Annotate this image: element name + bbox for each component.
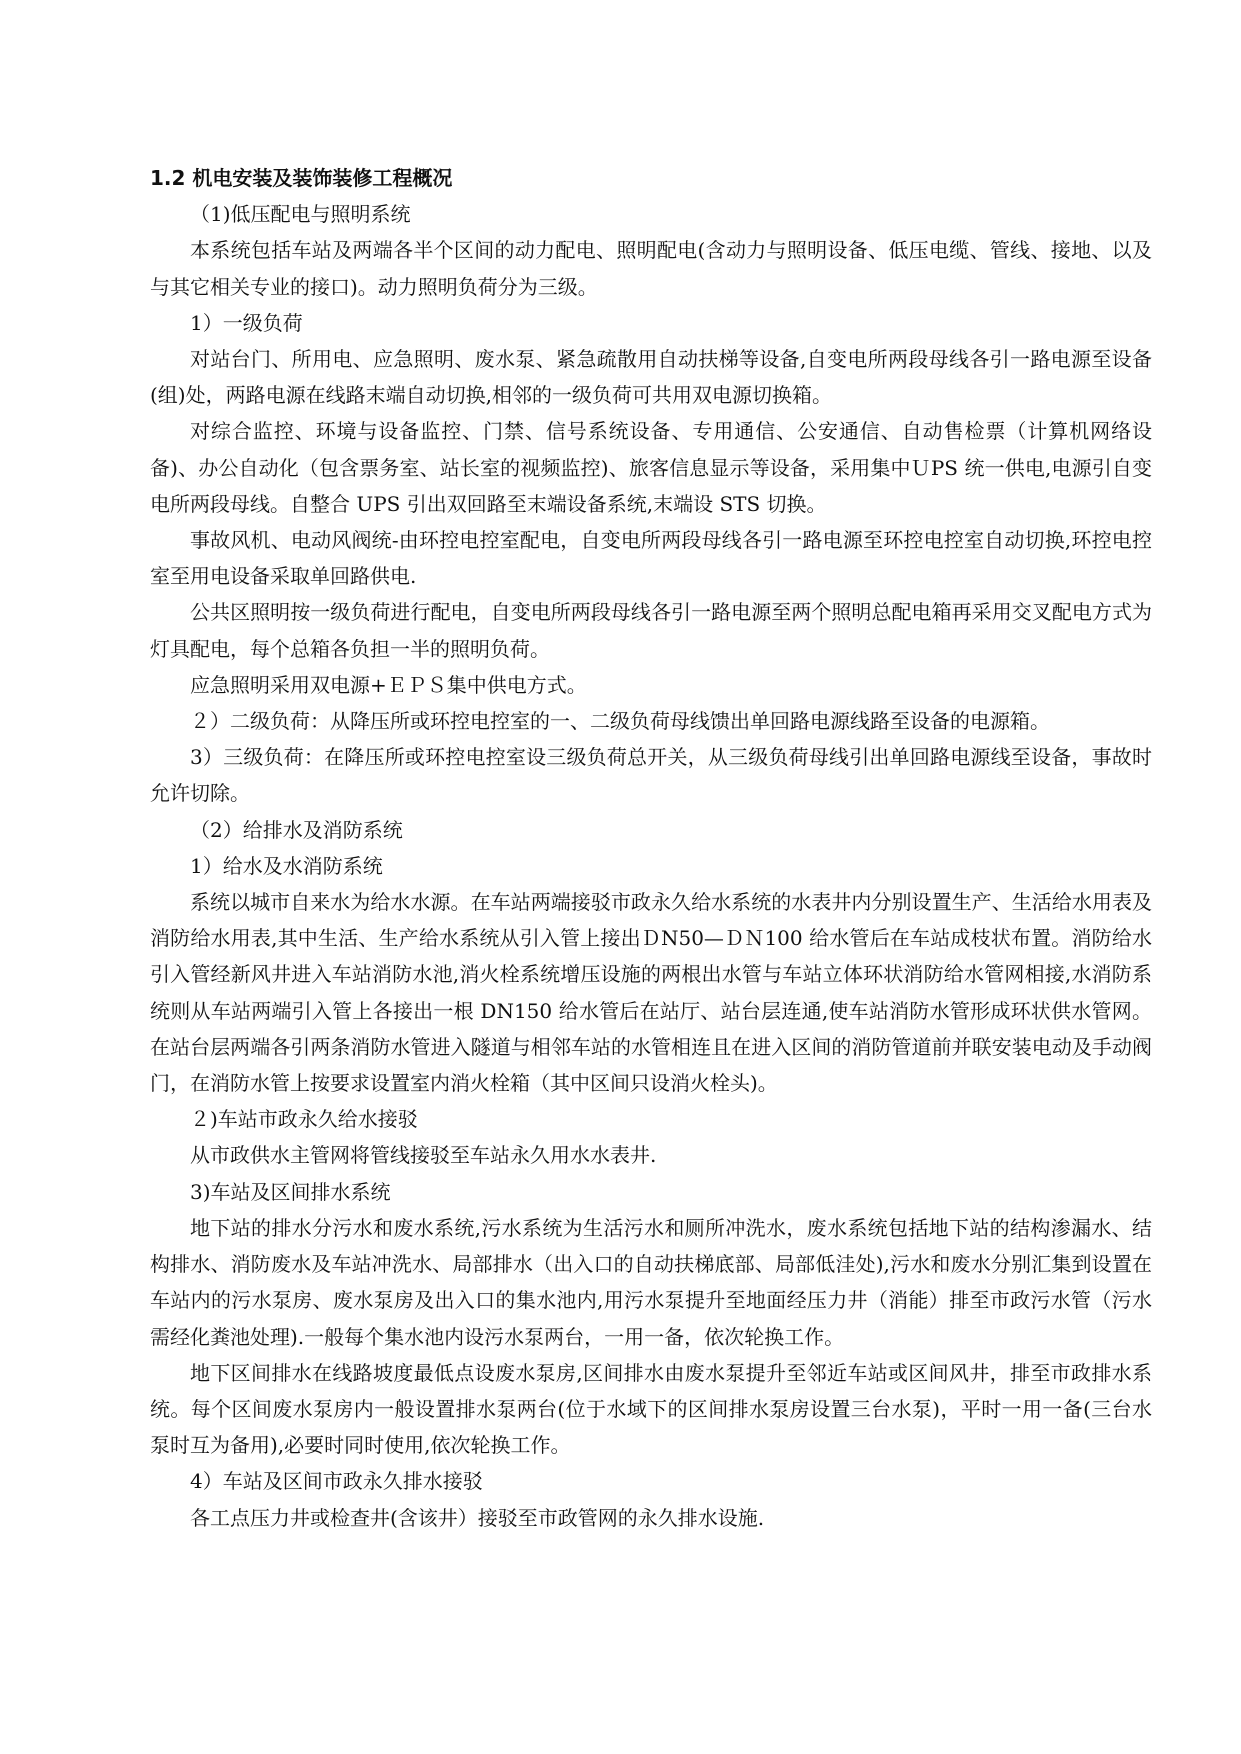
item-heading: 4）车站及区间市政永久排水接驳 <box>190 1469 483 1494</box>
paragraph: 3）三级负荷：在降压所或环控电控室设三级负荷总开关，从三级负荷母线引出单回路电源线至设备，事故时允许切除。 <box>150 745 1152 806</box>
paragraph: 地下区间排水在线路坡度最低点设废水泵房,区间排水由废水泵提升至邻近车站或区间风井，排至市政排水系统。每个区间废水泵房内一般设置排水泵两台(位于水域下的区间排水泵房设置三台水泵)，平时一用一备(三台水泵时互为备用),必要时同时使用,依次轮换工作。 <box>150 1360 1152 1458</box>
paragraph: 应急照明采用双电源+ＥＰＳ集中供电方式。 <box>190 672 587 697</box>
subsection-heading: （1)低压配电与照明系统 <box>190 202 411 227</box>
subsection-heading: （2）给排水及消防系统 <box>190 817 403 842</box>
paragraph: 地下站的排水分污水和废水系统,污水系统为生活污水和厕所冲洗水，废水系统包括地下站的结构渗漏水、结构排水、消防废水及车站冲洗水、局部排水（出入口的自动扶梯底部、局部低洼处),污水和废水分别汇集到设置在车站内的污水泵房、废水泵房及出入口的集水池内,用污水泵提升至地面经压力井（消能）排至市政污水管（污水需经化粪池处理).一般每个集水池内设污水泵两台，一用一备，依次轮换工作。 <box>150 1215 1152 1349</box>
document-body <box>150 160 1152 1536</box>
paragraph: ２）二级负荷：从降压所或环控电控室的一、二级负荷母线馈出单回路电源线路至设备的电源箱。 <box>190 709 1050 734</box>
paragraph: 各工点压力井或检查井(含该井）接驳至市政管网的永久排水设施. <box>190 1505 765 1530</box>
paragraph: 系统以城市自来水为给水水源。在车站两端接驳市政永久给水系统的水表井内分别设置生产、生活给水用表及消防给水用表,其中生活、生产给水系统从引入管上接出ＤN50—ＤＮ100 给水管后在车站成枝状布置。消防给水引入管经新风井进入车站消防水池,消火栓系统增压设施的两根出水管与车站立体环状消防给水管网相接,水消防系统则从车站两端引入管上各接出一根 DN150 给水管后在站厅、站台层连通,使车站消防水管形成环状供水管网。在站台层两端各引两条消防水管进入隧道与相邻车站的水管相连且在进入区间的消防管道前并联安装电动及手动阀门，在消防水管上按要求设置室内消火栓箱（其中区间只设消火栓头)。 <box>150 890 1152 1096</box>
paragraph: 对综合监控、环境与设备监控、门禁、信号系统设备、专用通信、公安通信、自动售检票（计算机网络设备)、办公自动化（包含票务室、站长室的视频监控)、旅客信息显示等设备，采用集中ＵPS 统一供电,电源引自变电所两段母线。自整合 UPS 引出双回路至末端设备系统,末端设 STS 切换。 <box>150 419 1152 516</box>
section-heading: 1.2 机电安装及装饰装修工程概况 <box>150 166 453 190</box>
item-heading: ２)车站市政永久给水接驳 <box>190 1107 418 1132</box>
paragraph: 从市政供水主管网将管线接驳至车站永久用水水表井. <box>190 1143 657 1168</box>
item-heading: 1）一级负荷 <box>190 310 303 335</box>
paragraph: 对站台门、所用电、应急照明、废水泵、紧急疏散用自动扶梯等设备,自变电所两段母线各引一路电源至设备(组)处，两路电源在线路末端自动切换,相邻的一级负荷可共用双电源切换箱。 <box>150 347 1152 408</box>
item-heading: 1）给水及水消防系统 <box>190 853 383 878</box>
item-heading: 3)车站及区间排水系统 <box>190 1179 391 1204</box>
paragraph: 事故风机、电动风阀统-由环控电控室配电，自变电所两段母线各引一路电源至环控电控室自动切换,环控电控室至用电设备采取单回路供电. <box>150 528 1152 589</box>
paragraph: 本系统包括车站及两端各半个区间的动力配电、照明配电(含动力与照明设备、低压电缆、管线、接地、以及与其它相关专业的接口)。动力照明负荷分为三级。 <box>150 238 1152 299</box>
paragraph: 公共区照明按一级负荷进行配电，自变电所两段母线各引一路电源至两个照明总配电箱再采用交叉配电方式为灯具配电，每个总箱各负担一半的照明负荷。 <box>150 600 1152 661</box>
